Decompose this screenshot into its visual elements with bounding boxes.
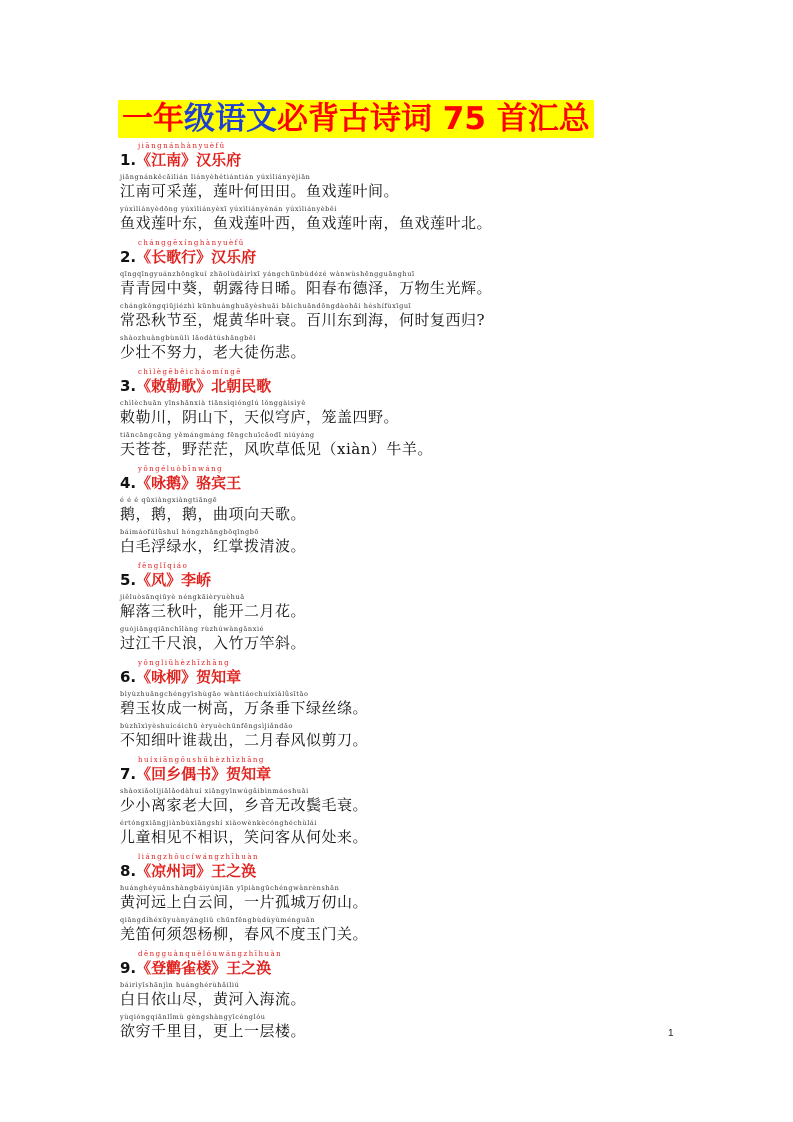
line-pinyin: jiāngnánkěcǎilián liányèhétiántián yúxìliányèjiān <box>120 173 311 181</box>
poem-title-pinyin: yǒngliǔhèzhīzhāng <box>138 659 231 667</box>
poem-number: 8. <box>120 862 137 880</box>
poem-name: 《敕勒歌》北朝民歌 <box>136 377 272 395</box>
poem-line: 鱼戏莲叶东，鱼戏莲叶西，鱼戏莲叶南，鱼戏莲叶北。 <box>120 214 493 232</box>
poem-number: 9. <box>120 959 137 977</box>
poem-line: 不知细叶谁裁出，二月春风似剪刀。 <box>120 731 369 749</box>
line-pinyin: huánghéyuǎnshàngbáiyúnjiān yīpiàngūchéngwànrènshān <box>120 884 340 892</box>
poem-line: 少壮不努力，老大徒伤悲。 <box>120 343 307 361</box>
poem-title-pinyin: jiāngnánhànyuèfǔ <box>138 142 226 150</box>
line-pinyin: báimáofúlǜshuǐ hóngzhǎngbōqīngbō <box>120 528 259 536</box>
line-pinyin: guòjiāngqiānchǐlàng rùzhúwàngānxié <box>120 625 265 633</box>
title-part-3: 必背古诗词 75 首汇总 <box>277 101 590 137</box>
poem-name: 《咏鹅》骆宾王 <box>136 474 242 492</box>
line-pinyin: báirìyīshānjìn huánghérùhǎiliú <box>120 981 240 989</box>
poem-line: 敕勒川，阴山下，天似穹庐，笼盖四野。 <box>120 408 400 426</box>
poem-name: 《长歌行》汉乐府 <box>136 248 257 266</box>
title-part-2: 级语文 <box>184 101 277 137</box>
poem-8 <box>120 853 740 944</box>
poem-line: 碧玉妆成一树高，万条垂下绿丝绦。 <box>120 699 369 717</box>
poem-line: 羌笛何须怨杨柳，春风不度玉门关。 <box>120 925 369 943</box>
poem-line: 欲穷千里目，更上一层楼。 <box>120 1022 307 1040</box>
poem-6 <box>120 659 740 750</box>
poem-line: 白日依山尽，黄河入海流。 <box>120 990 307 1008</box>
poem-name: 《风》李峤 <box>136 571 212 589</box>
document-title <box>118 100 594 138</box>
line-pinyin: yùqióngqiānlǐmù gèngshàngyīcénglóu <box>120 1013 266 1021</box>
poem-title <box>120 377 740 395</box>
line-pinyin: shàoxiǎolíjiālǎodàhuí xiāngyīnwúgǎibìnmáoshuāi <box>120 787 309 795</box>
poem-1 <box>120 142 740 233</box>
poem-7 <box>120 756 740 847</box>
poem-title <box>120 765 740 783</box>
poem-line: 黄河远上白云间，一片孤城万仞山。 <box>120 893 369 911</box>
line-pinyin: chìlèchuān yīnshānxià tiānsìqiónglú lǒnggàisìyě <box>120 399 306 407</box>
poem-title <box>120 862 740 880</box>
line-pinyin: shàozhuàngbùnǔlì lǎodàtúshāngbēi <box>120 334 257 342</box>
poem-5 <box>120 562 740 653</box>
poem-number: 5. <box>120 571 137 589</box>
poem-line: 鹅，鹅，鹅，曲项向天歌。 <box>120 505 307 523</box>
poem-list <box>120 142 740 1047</box>
poem-name: 《江南》汉乐府 <box>136 151 242 169</box>
poem-title-pinyin: dēngguànquèlóuwángzhīhuàn <box>138 950 283 958</box>
poem-line: 白毛浮绿水，红掌拨清波。 <box>120 537 307 555</box>
poem-name: 《凉州词》王之涣 <box>136 862 257 880</box>
page-number: 1 <box>668 1028 674 1039</box>
title-highlight <box>118 100 594 138</box>
poem-number: 3. <box>120 377 137 395</box>
poem-title-pinyin: liángzhōucíwángzhīhuàn <box>138 853 260 861</box>
poem-line: 过江千尺浪，入竹万竿斜。 <box>120 634 307 652</box>
line-pinyin: bìyùzhuāngchéngyīshùgāo wàntiáochuíxiàlǜsītāo <box>120 690 309 698</box>
poem-name: 《登鹳雀楼》王之涣 <box>136 959 272 977</box>
line-pinyin: é é é qūxiàngxiàngtiāngē <box>120 496 218 504</box>
poem-title-pinyin: chìlègēběicháomíngē <box>138 368 242 376</box>
poem-line: 常恐秋节至，焜黄华叶衰。百川东到海，何时复西归? <box>120 311 486 329</box>
poem-line: 儿童相见不相识，笑问客从何处来。 <box>120 828 369 846</box>
line-pinyin: qiāngdíhéxūyuànyángliǔ chūnfēngbùdùyùménguān <box>120 916 316 924</box>
poem-number: 2. <box>120 248 137 266</box>
poem-line: 天苍苍，野茫茫，风吹草低见（xiàn）牛羊。 <box>120 440 433 458</box>
poem-title-pinyin: fēnglǐqiáo <box>138 562 189 570</box>
poem-number: 6. <box>120 668 137 686</box>
poem-title <box>120 151 740 169</box>
line-pinyin: tiāncāngcāng yěmángmáng fēngchuīcǎodī niúyáng <box>120 431 315 439</box>
poem-name: 《回乡偶书》贺知章 <box>136 765 272 783</box>
poem-3 <box>120 368 740 459</box>
poem-title-pinyin: yǒngéluòbīnwáng <box>138 465 224 473</box>
poem-line: 青青园中葵，朝露待日晞。阳春布德泽，万物生光辉。 <box>120 279 493 297</box>
poem-line: 江南可采莲，莲叶何田田。鱼戏莲叶间。 <box>120 182 400 200</box>
line-pinyin: yúxìliányèdōng yúxìliányèxī yúxìliányènán yúxìliányèběi <box>120 205 338 213</box>
poem-title <box>120 248 740 266</box>
poem-title <box>120 474 740 492</box>
poem-2 <box>120 239 740 362</box>
poem-9 <box>120 950 740 1041</box>
line-pinyin: chángkǒngqiūjiézhì kūnhuánghuāyèshuāi bǎichuāndōngdàohǎi héshífùxīguī <box>120 302 412 310</box>
poem-title <box>120 668 740 686</box>
line-pinyin: jiěluòsānqiūyè néngkāièryuèhuā <box>120 593 245 601</box>
line-pinyin: qīngqīngyuánzhōngkuí zhāolùdàirìxī yángchūnbùdézé wànwùshēngguānghuī <box>120 270 415 278</box>
poem-number: 4. <box>120 474 137 492</box>
line-pinyin: bùzhīxìyèshuícáichū èryuèchūnfēngsìjiǎndāo <box>120 722 293 730</box>
poem-4 <box>120 465 740 556</box>
poem-number: 1. <box>120 151 137 169</box>
line-pinyin: értóngxiāngjiànbùxiāngshí xiàowènkècónghéchùlái <box>120 819 318 827</box>
poem-title-pinyin: huíxiāngǒushūhèzhīzhāng <box>138 756 265 764</box>
poem-number: 7. <box>120 765 137 783</box>
poem-title <box>120 571 740 589</box>
poem-line: 少小离家老大回，乡音无改鬓毛衰。 <box>120 796 369 814</box>
poem-title-pinyin: chánggēxínghànyuèfǔ <box>138 239 245 247</box>
poem-name: 《咏柳》贺知章 <box>136 668 242 686</box>
poem-title <box>120 959 740 977</box>
title-part-1: 一年 <box>122 101 184 137</box>
poem-line: 解落三秋叶，能开二月花。 <box>120 602 307 620</box>
